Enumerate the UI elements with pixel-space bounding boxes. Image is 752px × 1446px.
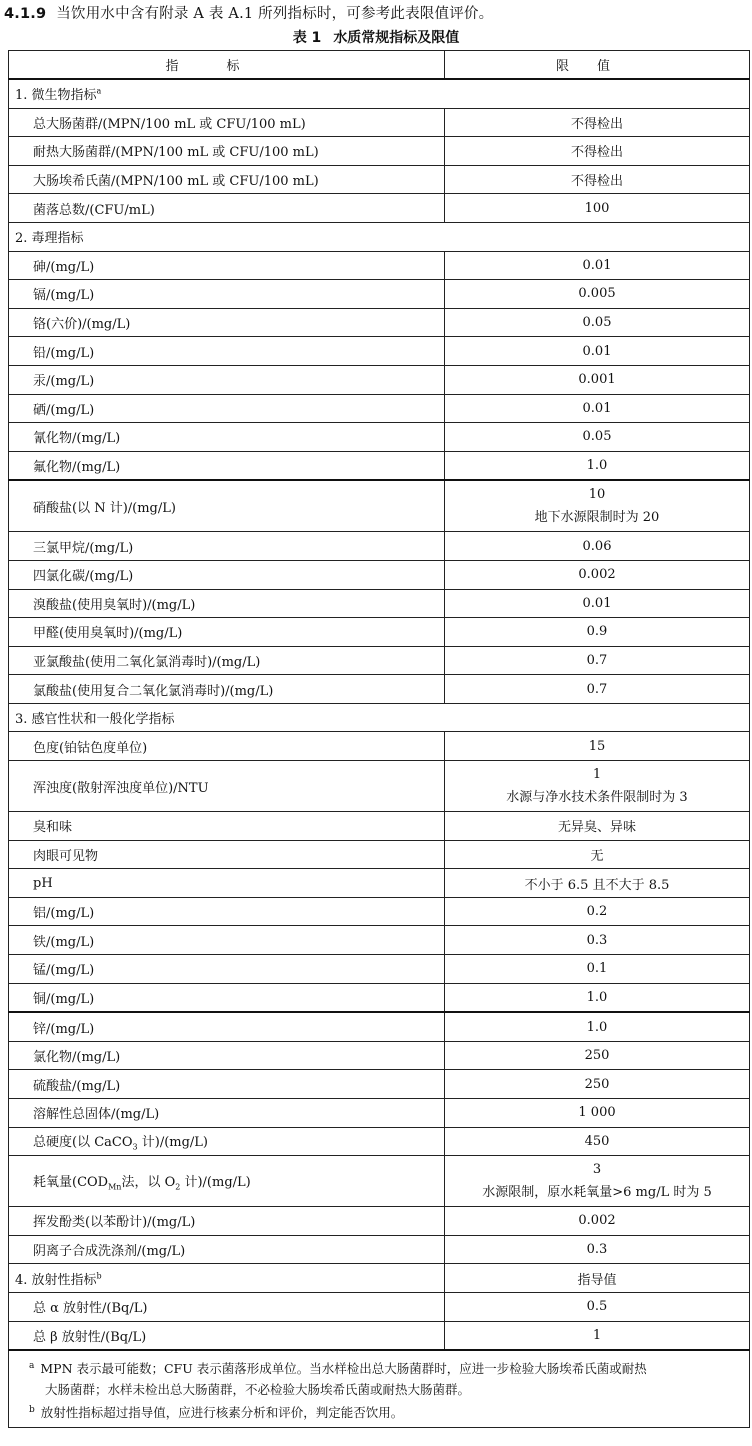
limit-value: 不得检出 [445, 137, 750, 166]
indicator-name: 亚氯酸盐(使用二氧化氯消毒时)/(mg/L) [9, 646, 445, 675]
note-a: $^a$ MPN 表示最可能数；CFU 表示菌落形成单位。当水样检出总大肠菌群时，应进一步检验大肠埃希氏菌或耐热 [29, 1360, 647, 1376]
limit-value: 不小于 6.5 且不大于 8.5 [445, 869, 750, 898]
indicator-name: 氯化物/(mg/L) [9, 1041, 445, 1070]
limit-value: 0.01 [445, 589, 750, 618]
section-row-radioactivity [9, 1264, 750, 1293]
indicator-name: 耐热大肠菌群/(MPN/100 mL 或 CFU/100 mL) [9, 137, 445, 166]
section-title: 1. 微生物指标$^a$ [9, 79, 750, 108]
limit-value: 1.0 [445, 1012, 750, 1041]
table-row [9, 955, 750, 984]
table-row [9, 1070, 750, 1099]
limit-value: 0.05 [445, 308, 750, 337]
section-title: 2. 毒理指标 [9, 222, 750, 251]
limit-value: 1.0 [445, 983, 750, 1012]
indicator-name: 浑浊度(散射浑浊度单位)/NTU [9, 761, 445, 812]
table-header-row [9, 51, 750, 80]
table-row [9, 532, 750, 561]
section-guide-value-label: 指导值 [445, 1264, 750, 1293]
table-row [9, 165, 750, 194]
table-row [9, 194, 750, 223]
limit-value: 0.3 [445, 1235, 750, 1264]
limit-value: 无异臭、异味 [445, 812, 750, 841]
limit-value: 100 [445, 194, 750, 223]
note-b: $^b$ 放射性指标超过指导值，应进行核素分析和评价，判定能否饮用。 [29, 1404, 404, 1420]
limit-value: 不得检出 [445, 108, 750, 137]
table-row [9, 1321, 750, 1350]
limit-value: 0.1 [445, 955, 750, 984]
limit-value [445, 480, 750, 532]
table-row [9, 675, 750, 704]
indicator-name: 硝酸盐(以 N 计)/(mg/L) [9, 480, 445, 532]
table-row [9, 1127, 750, 1156]
table-row [9, 1041, 750, 1070]
table-caption-label: 表 1 [292, 30, 322, 46]
table-row [9, 926, 750, 955]
limit-value: 0.06 [445, 532, 750, 561]
table-row [9, 983, 750, 1012]
table-notes-row [9, 1350, 750, 1428]
table-row [9, 251, 750, 280]
table-row [9, 108, 750, 137]
limit-value: 450 [445, 1127, 750, 1156]
indicator-name: 硫酸盐/(mg/L) [9, 1070, 445, 1099]
indicator-name: 硒/(mg/L) [9, 394, 445, 423]
limit-value: 不得检出 [445, 165, 750, 194]
limit-value: 0.002 [445, 560, 750, 589]
limit-value: 1 000 [445, 1099, 750, 1128]
section-row-microbiology [9, 79, 750, 108]
limit-value: 0.2 [445, 897, 750, 926]
limit-value-main: 3 [592, 1162, 602, 1178]
indicator-name: 色度(铂钴色度单位) [9, 732, 445, 761]
table-row [9, 732, 750, 761]
limit-value: 250 [445, 1041, 750, 1070]
indicator-name: 总 α 放射性/(Bq/L) [9, 1292, 445, 1321]
table-row [9, 560, 750, 589]
indicator-name: 铜/(mg/L) [9, 983, 445, 1012]
indicator-name: 甲醛(使用臭氧时)/(mg/L) [9, 618, 445, 647]
table-row [9, 137, 750, 166]
table-row [9, 761, 750, 812]
intro-text: 当饮用水中含有附录 A 表 A.1 所列指标时，可参考此表限值评价。 [56, 6, 494, 22]
indicator-name: 锌/(mg/L) [9, 1012, 445, 1041]
section-title: 3. 感官性状和一般化学指标 [9, 703, 750, 732]
table-caption-title: 水质常规指标及限值 [333, 30, 460, 46]
table-row [9, 840, 750, 869]
limit-value: 0.01 [445, 337, 750, 366]
table-row [9, 618, 750, 647]
indicator-name: pH [9, 869, 445, 898]
limit-value: 1.0 [445, 451, 750, 480]
table-row [9, 1292, 750, 1321]
indicator-name: 砷/(mg/L) [9, 251, 445, 280]
table-row [9, 869, 750, 898]
table-notes [9, 1350, 750, 1428]
table-row [9, 897, 750, 926]
table-row [9, 646, 750, 675]
limit-value: 250 [445, 1070, 750, 1099]
table-row [9, 394, 750, 423]
indicator-name: 铁/(mg/L) [9, 926, 445, 955]
table-row [9, 308, 750, 337]
indicator-name: 肉眼可见物 [9, 840, 445, 869]
water-quality-table [8, 50, 750, 1428]
indicator-name: 四氯化碳/(mg/L) [9, 560, 445, 589]
limit-value-note: 水源限制，原水耗氧量>6 mg/L 时为 5 [482, 1185, 712, 1201]
intro-paragraph [4, 2, 493, 23]
table-row [9, 423, 750, 452]
limit-value: 0.5 [445, 1292, 750, 1321]
limit-value: 0.002 [445, 1207, 750, 1236]
limit-value: 0.3 [445, 926, 750, 955]
table-row [9, 280, 750, 309]
indicator-name: 锰/(mg/L) [9, 955, 445, 984]
limit-value: 1 [445, 1321, 750, 1350]
note-a-continued: 大肠菌群；水样未检出总大肠菌群，不必检验大肠埃希氏菌或耐热大肠菌群。 [45, 1381, 471, 1397]
table-row [9, 337, 750, 366]
table-row [9, 1099, 750, 1128]
indicator-name: 溴酸盐(使用臭氧时)/(mg/L) [9, 589, 445, 618]
limit-value-note: 水源与净水技术条件限制时为 3 [506, 790, 688, 806]
indicator-name: 铝/(mg/L) [9, 897, 445, 926]
indicator-name: 溶解性总固体/(mg/L) [9, 1099, 445, 1128]
indicator-name: 阴离子合成洗涤剂/(mg/L) [9, 1235, 445, 1264]
limit-value: 0.05 [445, 423, 750, 452]
indicator-name: 挥发酚类(以苯酚计)/(mg/L) [9, 1207, 445, 1236]
indicator-name: 铬(六价)/(mg/L) [9, 308, 445, 337]
header-indicator: 指标 [9, 51, 445, 80]
section-row-toxicology [9, 222, 750, 251]
table-caption [0, 27, 752, 47]
limit-value: 无 [445, 840, 750, 869]
indicator-name: 总大肠菌群/(MPN/100 mL 或 CFU/100 mL) [9, 108, 445, 137]
limit-value: 0.9 [445, 618, 750, 647]
indicator-name: 总硬度(以 CaCO$_3$ 计)/(mg/L) [9, 1127, 445, 1156]
table-row [9, 480, 750, 532]
limit-value: 15 [445, 732, 750, 761]
limit-value: 0.7 [445, 675, 750, 704]
limit-value-main: 10 [588, 487, 606, 503]
indicator-name: 铅/(mg/L) [9, 337, 445, 366]
table-row [9, 1012, 750, 1041]
limit-value: 0.7 [445, 646, 750, 675]
limit-value: 0.01 [445, 394, 750, 423]
limit-value [445, 761, 750, 812]
indicator-name: 氟化物/(mg/L) [9, 451, 445, 480]
table-row [9, 589, 750, 618]
indicator-name: 氯酸盐(使用复合二氧化氯消毒时)/(mg/L) [9, 675, 445, 704]
limit-value [445, 1156, 750, 1207]
indicator-name: 大肠埃希氏菌/(MPN/100 mL 或 CFU/100 mL) [9, 165, 445, 194]
indicator-name: 总 β 放射性/(Bq/L) [9, 1321, 445, 1350]
indicator-name: 汞/(mg/L) [9, 365, 445, 394]
indicator-name: 臭和味 [9, 812, 445, 841]
table-row [9, 451, 750, 480]
section-row-organoleptic [9, 703, 750, 732]
limit-value-note: 地下水源限制时为 20 [534, 510, 660, 526]
limit-value: 0.01 [445, 251, 750, 280]
limit-value-main: 1 [592, 767, 602, 783]
table-row [9, 812, 750, 841]
limit-value: 0.001 [445, 365, 750, 394]
indicator-name: 氰化物/(mg/L) [9, 423, 445, 452]
indicator-name: 耗氧量($COD_{Mn}$法，以 $O_2$ 计)/(mg/L) [9, 1156, 445, 1207]
table-row [9, 1235, 750, 1264]
section-title: 4. 放射性指标$^b$ [9, 1264, 445, 1293]
table-row [9, 1156, 750, 1207]
clause-number: 4.1.9 [4, 6, 47, 22]
indicator-name: 镉/(mg/L) [9, 280, 445, 309]
table-row [9, 365, 750, 394]
table-row [9, 1207, 750, 1236]
indicator-name: 三氯甲烷/(mg/L) [9, 532, 445, 561]
limit-value: 0.005 [445, 280, 750, 309]
indicator-name: 菌落总数/(CFU/mL) [9, 194, 445, 223]
header-limit: 限值 [445, 51, 750, 80]
